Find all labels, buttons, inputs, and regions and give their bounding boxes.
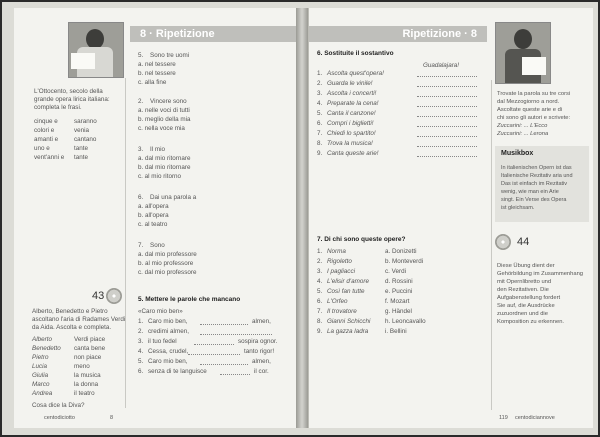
- page-number: 8: [110, 415, 114, 421]
- musikbox-text: wenig, wie man ein Arie: [501, 189, 559, 195]
- answer-field[interactable]: [417, 150, 477, 157]
- lyric-end: almen,: [252, 318, 271, 325]
- table-cell: la donna: [74, 381, 99, 388]
- exercise-line: Guarda le vinile!: [327, 80, 373, 87]
- line-number: 5.: [317, 110, 323, 117]
- exercise-title: 5. Mettere le parole che mancano: [138, 296, 241, 303]
- list-item: tante: [74, 154, 89, 161]
- track-number: 43: [92, 290, 105, 302]
- right-page: [308, 8, 593, 428]
- question-number: 6.: [138, 194, 144, 201]
- lyric-line: Caro mio ben,: [148, 318, 188, 325]
- exercise-line: Trova la musica!: [327, 140, 373, 147]
- list-item: cantano: [74, 136, 97, 143]
- line-number: 2.: [138, 328, 144, 335]
- line-number: 2.: [317, 258, 323, 265]
- exercise-line: Chiedi lo spartito!: [327, 130, 376, 137]
- exercise-line: Ascolta i concerti!: [327, 90, 377, 97]
- side-text: dal Mezzogiorno a nord.: [497, 99, 560, 105]
- composer: f. Mozart: [385, 298, 410, 305]
- list-item: tante: [74, 145, 89, 152]
- exercise-line: Preparate la cena!: [327, 100, 379, 107]
- line-number: 1.: [317, 248, 323, 255]
- line-number: 3.: [317, 268, 323, 275]
- question-number: 2.: [138, 98, 144, 105]
- option: b. meglio della mia: [138, 116, 191, 123]
- blank-field[interactable]: [194, 338, 234, 345]
- composer: b. Monteverdi: [385, 258, 424, 265]
- table-cell: canta bene: [74, 345, 106, 352]
- table-cell: Pietro: [32, 354, 49, 361]
- option: c. nella voce mia: [138, 125, 185, 132]
- side-text: Zuccarini: ... Lerona: [497, 131, 549, 137]
- side-text: Zuccarini: ... L'Ecco: [497, 123, 548, 129]
- answers-label: Guadalajara!: [423, 62, 460, 69]
- question-text: Il mio: [150, 146, 166, 153]
- table-cell: il teatro: [74, 390, 95, 397]
- side-text: mit Opernlibretto und: [497, 279, 552, 285]
- book-spread: [2, 2, 598, 435]
- side-text: Ascoltate queste arie e di: [497, 107, 563, 113]
- table-cell: Benedetto: [32, 345, 61, 352]
- list-item: saranno: [74, 118, 97, 125]
- blank-field[interactable]: [220, 368, 250, 375]
- footer-text: centodiciotto: [44, 415, 75, 421]
- line-number: 5.: [138, 358, 144, 365]
- opera-title: Rigoletto: [327, 258, 352, 265]
- side-text: da Aida. Ascolta e completa.: [32, 324, 112, 331]
- side-text: ascoltano l'aria di Radames Verdi: [32, 316, 126, 323]
- book-gutter: [296, 8, 308, 428]
- line-number: 6.: [138, 368, 144, 375]
- lyric-line: credimi almen,: [148, 328, 189, 335]
- option: a. nelle voci di tutti: [138, 107, 190, 114]
- column-divider: [491, 80, 492, 410]
- table-cell: meno: [74, 363, 90, 370]
- line-number: 7.: [317, 130, 323, 137]
- composer: i. Bellini: [385, 328, 407, 335]
- table-cell: Verdi piace: [74, 336, 106, 343]
- option: b. all'opera: [138, 212, 169, 219]
- option: a. dal mio ritornare: [138, 155, 191, 162]
- option: a. all'opera: [138, 203, 169, 210]
- opera-title: Gianni Schicchi: [327, 318, 371, 325]
- line-number: 8.: [317, 140, 323, 147]
- page-number: 119: [499, 415, 508, 421]
- exercise-title: 7. Di chi sono queste opere?: [317, 236, 406, 243]
- side-text: chi sono gli autori e scrivete:: [497, 115, 571, 121]
- reader-photo: [68, 22, 124, 78]
- option: b. dal mio ritornare: [138, 164, 191, 171]
- list-item: uno e: [34, 145, 50, 152]
- opera-title: La gazza ladra: [327, 328, 369, 335]
- answer-field[interactable]: [417, 130, 477, 137]
- answer-field[interactable]: [417, 90, 477, 97]
- exercise-line: Canta queste arie!: [327, 150, 379, 157]
- answer-field[interactable]: [417, 80, 477, 87]
- question-number: 5.: [138, 52, 144, 59]
- opera-title: Norma: [327, 248, 346, 255]
- line-number: 3.: [138, 338, 144, 345]
- musikbox-title: Musikbox: [501, 150, 534, 157]
- answer-field[interactable]: [417, 110, 477, 117]
- side-footer: Cosa dice la Diva?: [32, 402, 85, 409]
- side-text: Komposition zu erkennen.: [497, 319, 565, 325]
- lyric-end: il cor.: [254, 368, 269, 375]
- track-number: 44: [517, 236, 530, 248]
- option: b. nel tessere: [138, 70, 176, 77]
- musikbox-text: In italienischen Opern ist das: [501, 165, 572, 171]
- composer: c. Verdi: [385, 268, 406, 275]
- opera-title: L'Orfeo: [327, 298, 348, 305]
- option: b. al mio professore: [138, 260, 194, 267]
- line-number: 6.: [317, 298, 323, 305]
- lyric-line: Caro mio ben,: [148, 358, 188, 365]
- musikbox-text: Das ist einfach im Rezitativ: [501, 181, 568, 187]
- question-text: Sono tre uomi: [150, 52, 190, 59]
- side-text: zuzuordnen und die: [497, 311, 548, 317]
- answer-field[interactable]: [417, 140, 477, 147]
- option: c. al teatro: [138, 221, 168, 228]
- side-text: Trovate la parola su tre corsi: [497, 91, 571, 97]
- lyric-end: almen,: [252, 358, 271, 365]
- musikbox-text: singt. Ein Verse des Opera: [501, 197, 567, 203]
- side-text: Aufgabenstellung fordert: [497, 295, 561, 301]
- exercise-title: 6. Sostituite il sostantivo: [317, 50, 394, 57]
- opera-title: I pagliacci: [327, 268, 356, 275]
- line-number: 7.: [317, 308, 323, 315]
- section-title: Ripetizione · 8: [402, 28, 477, 40]
- question-number: 7.: [138, 242, 144, 249]
- intro-line: grande opera lirica italiana:: [34, 96, 110, 103]
- side-text: Sie auf, die Ausdrücke: [497, 303, 555, 309]
- musikbox-text: Italienische Rezitativ aria und: [501, 173, 573, 179]
- option: a. nel tessere: [138, 61, 176, 68]
- table-cell: la musica: [74, 372, 101, 379]
- line-number: 5.: [317, 288, 323, 295]
- table-cell: non piace: [74, 354, 102, 361]
- opera-title: L'elisir d'amore: [327, 278, 369, 285]
- side-text: Diese Übung dient der: [497, 263, 555, 269]
- list-item: colori e: [34, 127, 55, 134]
- table-cell: Giulia: [32, 372, 49, 379]
- exercise-line: Ascolta quest'opera!: [327, 70, 384, 77]
- reader-photo: [495, 22, 551, 84]
- lyric-line: Cessa, crudel,: [148, 348, 189, 355]
- cd-icon[interactable]: [106, 288, 122, 304]
- musikbox-text: ist gleichsam.: [501, 205, 535, 211]
- list-item: amanti e: [34, 136, 59, 143]
- intro-line: L'Ottocento, secolo della: [34, 88, 103, 95]
- lyric-end: tanto rigor!: [244, 348, 275, 355]
- lyric-line: il tuo fedel: [148, 338, 177, 345]
- line-number: 2.: [317, 80, 323, 87]
- option: c. al mio ritorno: [138, 173, 182, 180]
- question-text: Sono: [150, 242, 165, 249]
- answer-field[interactable]: [417, 120, 477, 127]
- blank-field[interactable]: [200, 318, 248, 325]
- blank-field[interactable]: [200, 358, 248, 365]
- left-page: [14, 8, 297, 428]
- composer: g. Händel: [385, 308, 412, 315]
- blank-field[interactable]: [188, 348, 240, 355]
- exercise-line: Canta il canzone!: [327, 110, 376, 117]
- blank-field[interactable]: [200, 328, 272, 335]
- option: c. alla fine: [138, 79, 167, 86]
- line-number: 9.: [317, 328, 323, 335]
- list-item: cinque e: [34, 118, 58, 125]
- opera-title: Il trovatore: [327, 308, 357, 315]
- list-item: venia: [74, 127, 90, 134]
- section-header: [130, 26, 296, 42]
- composer: e. Puccini: [385, 288, 413, 295]
- composer: d. Rossini: [385, 278, 413, 285]
- line-number: 1.: [317, 70, 323, 77]
- question-text: Dai una parola a: [150, 194, 197, 201]
- question-text: Vincere sono: [150, 98, 187, 105]
- composer: a. Donizetti: [385, 248, 417, 255]
- answer-field[interactable]: [417, 70, 477, 77]
- question-number: 3.: [138, 146, 144, 153]
- answer-field[interactable]: [417, 100, 477, 107]
- composer: h. Leoncavallo: [385, 318, 426, 325]
- table-cell: Alberto: [32, 336, 52, 343]
- line-number: 4.: [317, 100, 323, 107]
- cd-icon[interactable]: [495, 234, 511, 250]
- line-number: 1.: [138, 318, 144, 325]
- song-title: «Caro mio ben»: [138, 308, 183, 315]
- column-divider: [125, 78, 126, 408]
- line-number: 4.: [138, 348, 144, 355]
- line-number: 6.: [317, 120, 323, 127]
- option: c. dal mio professore: [138, 269, 197, 276]
- opera-title: Così fan tutte: [327, 288, 365, 295]
- side-text: Gehörbildung im Zusammenhang: [497, 271, 584, 277]
- section-header: [309, 26, 487, 42]
- table-cell: Andrea: [32, 390, 53, 397]
- footer-text: centodiciannove: [515, 415, 555, 421]
- line-number: 8.: [317, 318, 323, 325]
- table-cell: Marco: [32, 381, 50, 388]
- side-text: den Rezitativen. Die: [497, 287, 549, 293]
- option: a. dal mio professore: [138, 251, 197, 258]
- intro-line: completa le frasi.: [34, 104, 82, 111]
- lyric-line: senza di te languisce: [148, 368, 207, 375]
- line-number: 4.: [317, 278, 323, 285]
- side-text: Alberto, Benedetto e Pietro: [32, 308, 108, 315]
- line-number: 9.: [317, 150, 323, 157]
- list-item: vent'anni e: [34, 154, 65, 161]
- lyric-end: sospira ognor.: [238, 338, 278, 345]
- line-number: 3.: [317, 90, 323, 97]
- section-title: 8 · Ripetizione: [140, 28, 215, 40]
- exercise-line: Compri i biglietti!: [327, 120, 374, 127]
- musikbox: [495, 146, 589, 222]
- table-cell: Lucia: [32, 363, 48, 370]
